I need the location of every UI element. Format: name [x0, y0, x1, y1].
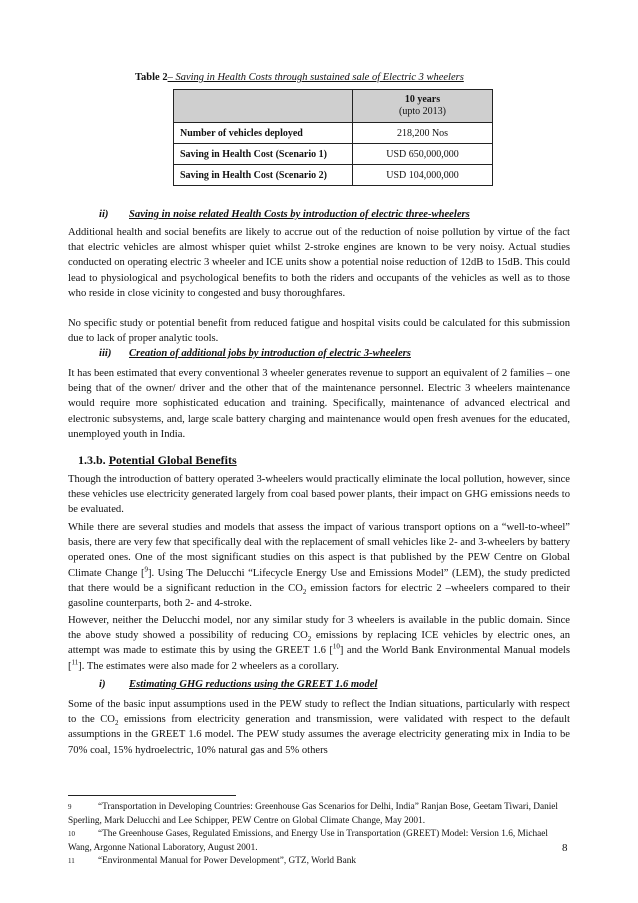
- footnote-divider: [68, 795, 236, 796]
- footnote-ref: 10: [332, 642, 340, 651]
- table-header-period: 10 years (upto 2013): [353, 90, 493, 123]
- noise-paragraph-1: Additional health and social benefits are likely to accrue out of the reduction of noise pollution by virtue of the fact that electric vehicles are almost whisper quiet whilst 2-stroke engines are known to be very noisy. Actual studies conducted on operating electric 3 wheeler and ICE units show a potential noise reduction of 12dB to 15dB. This could lead to physiological and psychological benefits to both the riders and occupants of the vehicles as well as to those who reside in close vicinity to congested and busy thoroughfares.: [68, 227, 570, 299]
- table-row-value: 218,200 Nos: [353, 123, 493, 144]
- footnote-number: 10: [68, 830, 75, 838]
- footnote-ref: 9: [144, 565, 148, 574]
- table-row: [174, 144, 493, 165]
- ghg-paragraph: Some of the basic input assumptions used in the PEW study to reflect the Indian situations, particularly with respect to the $CO_2$ emissions from electricity generation and transmission, were validated with respect to the default assumptions in the GREET 1.6 model. The PEW study assumes the average electricity generating mix in India to be 70% coal, 15% hydroelectric, 10% natural gas and 5% others: [68, 699, 570, 756]
- subheading-noise: [99, 209, 470, 220]
- footnote: [68, 855, 570, 869]
- footnote: [68, 801, 570, 828]
- table-caption-label: Table 2: [135, 72, 168, 83]
- table-row-label: Number of vehicles deployed: [174, 123, 353, 144]
- subheading-title: Creation of additional jobs by introduction of electric 3-wheelers: [129, 348, 411, 359]
- footnote: [68, 828, 570, 855]
- subscript: 2: [302, 587, 307, 596]
- table-caption-text: – Saving in Health Costs through sustained sale of Electric 3 wheelers: [167, 72, 464, 83]
- table-row-label: Saving in Health Cost (Scenario 2): [174, 165, 353, 186]
- subheading-ghg: [99, 679, 377, 690]
- subheading-number: ii): [99, 209, 109, 220]
- table-header-blank: [174, 90, 353, 123]
- table-row-value: USD 104,000,000: [353, 165, 493, 186]
- subheading-number: iii): [99, 348, 112, 359]
- footnote-text: “Transportation in Developing Countries: Greenhouse Gas Scenarios for Delhi, India” Ranjan Bose, Geetam Tiwari, Daniel Sperling, Mark Delucchi and Lee Schipper, PEW Centre on Global Climate Change, May 2001.: [68, 802, 559, 826]
- footnote-ref: 11: [71, 658, 79, 667]
- section-title: Potential Global Benefits: [108, 453, 237, 467]
- global-paragraph-3: However, neither the Delucchi model, nor any similar study for 3 wheelers is available in the public domain. Since the above study showed a possibility of reducing $CO_2$ emissions by replacing ICE vehicles by electric ones, an attempt was made to estimate this by using the GREET 1.6 [$^{10}$] and the World Bank Environmental Manual models [$^{11}$]. The estimates were also made for 2 wheelers as a corollary.: [68, 615, 570, 672]
- subheading-jobs: [99, 348, 411, 359]
- subscript: 2: [307, 635, 312, 644]
- subscript: 2: [114, 719, 119, 728]
- table-header-row: [174, 90, 493, 123]
- noise-paragraph-2: No specific study or potential benefit from reduced fatigue and hospital visits could be calculated for this submission due to lack of proper analytic tools.: [68, 318, 570, 345]
- global-paragraph-2: While there are several studies and models that assess the impact of various transport options on a “well-to-wheel” basis, there are very few that specifically deal with the replacement of small vehicles like 2- and 3-wheelers by battery operated ones. One of the most significant studies on this aspect is that published by the PEW Centre on Global Climate Change [$^9$]. Using The Delucchi “Lifecycle Energy Use and Emissions Model” (LEM), the study predicted that there would be a significant reduction in the $CO_2$ emission factors for electric 2 –wheelers compared to their gasoline counterparts, both 2- and 4-stroke.: [68, 522, 570, 610]
- footnote-number: 11: [68, 857, 75, 865]
- jobs-paragraph: It has been estimated that every conventional 3 wheeler generates revenue to support an equivalent of 2 families – one being that of the owner/ driver and the other that of the maintenance personnel. Electric 3 wheelers maintenance would require more sophisticated education and training. Specifically, maintenance of advanced electrical and electronic subsystems, and, large scale battery charging and maintenance would open fresh avenues for the educated, unemployed youth in India.: [68, 368, 570, 440]
- table-row-label: Saving in Health Cost (Scenario 1): [174, 144, 353, 165]
- footnote-number: 9: [68, 803, 72, 811]
- section-heading: [78, 453, 237, 468]
- table-row: [174, 165, 493, 186]
- table-row: [174, 123, 493, 144]
- footnote-text: “Environmental Manual for Power Development”, GTZ, World Bank: [98, 856, 357, 866]
- subheading-number: i): [99, 679, 106, 690]
- global-paragraph-1: Though the introduction of battery operated 3-wheelers would practically eliminate the local pollution, however, since these vehicles use electricity generated largely from coal based power plants, their impact on GHG emissions needs to be evaluated.: [68, 474, 570, 516]
- subheading-title: Estimating GHG reductions using the GREET 1.6 model: [129, 679, 378, 690]
- footnote-text: “The Greenhouse Gases, Regulated Emissions, and Energy Use in Transportation (GREET) Model: Version 1.6, Michael Wang, Argonne National Laboratory, August 2001.: [68, 829, 548, 853]
- table-row-value: USD 650,000,000: [353, 144, 493, 165]
- table-caption: [135, 72, 464, 83]
- page-number: 8: [562, 842, 568, 854]
- subheading-title: Saving in noise related Health Costs by introduction of electric three-wheelers: [129, 209, 470, 220]
- health-cost-table: [173, 89, 493, 186]
- section-number: 1.3.b.: [78, 453, 106, 467]
